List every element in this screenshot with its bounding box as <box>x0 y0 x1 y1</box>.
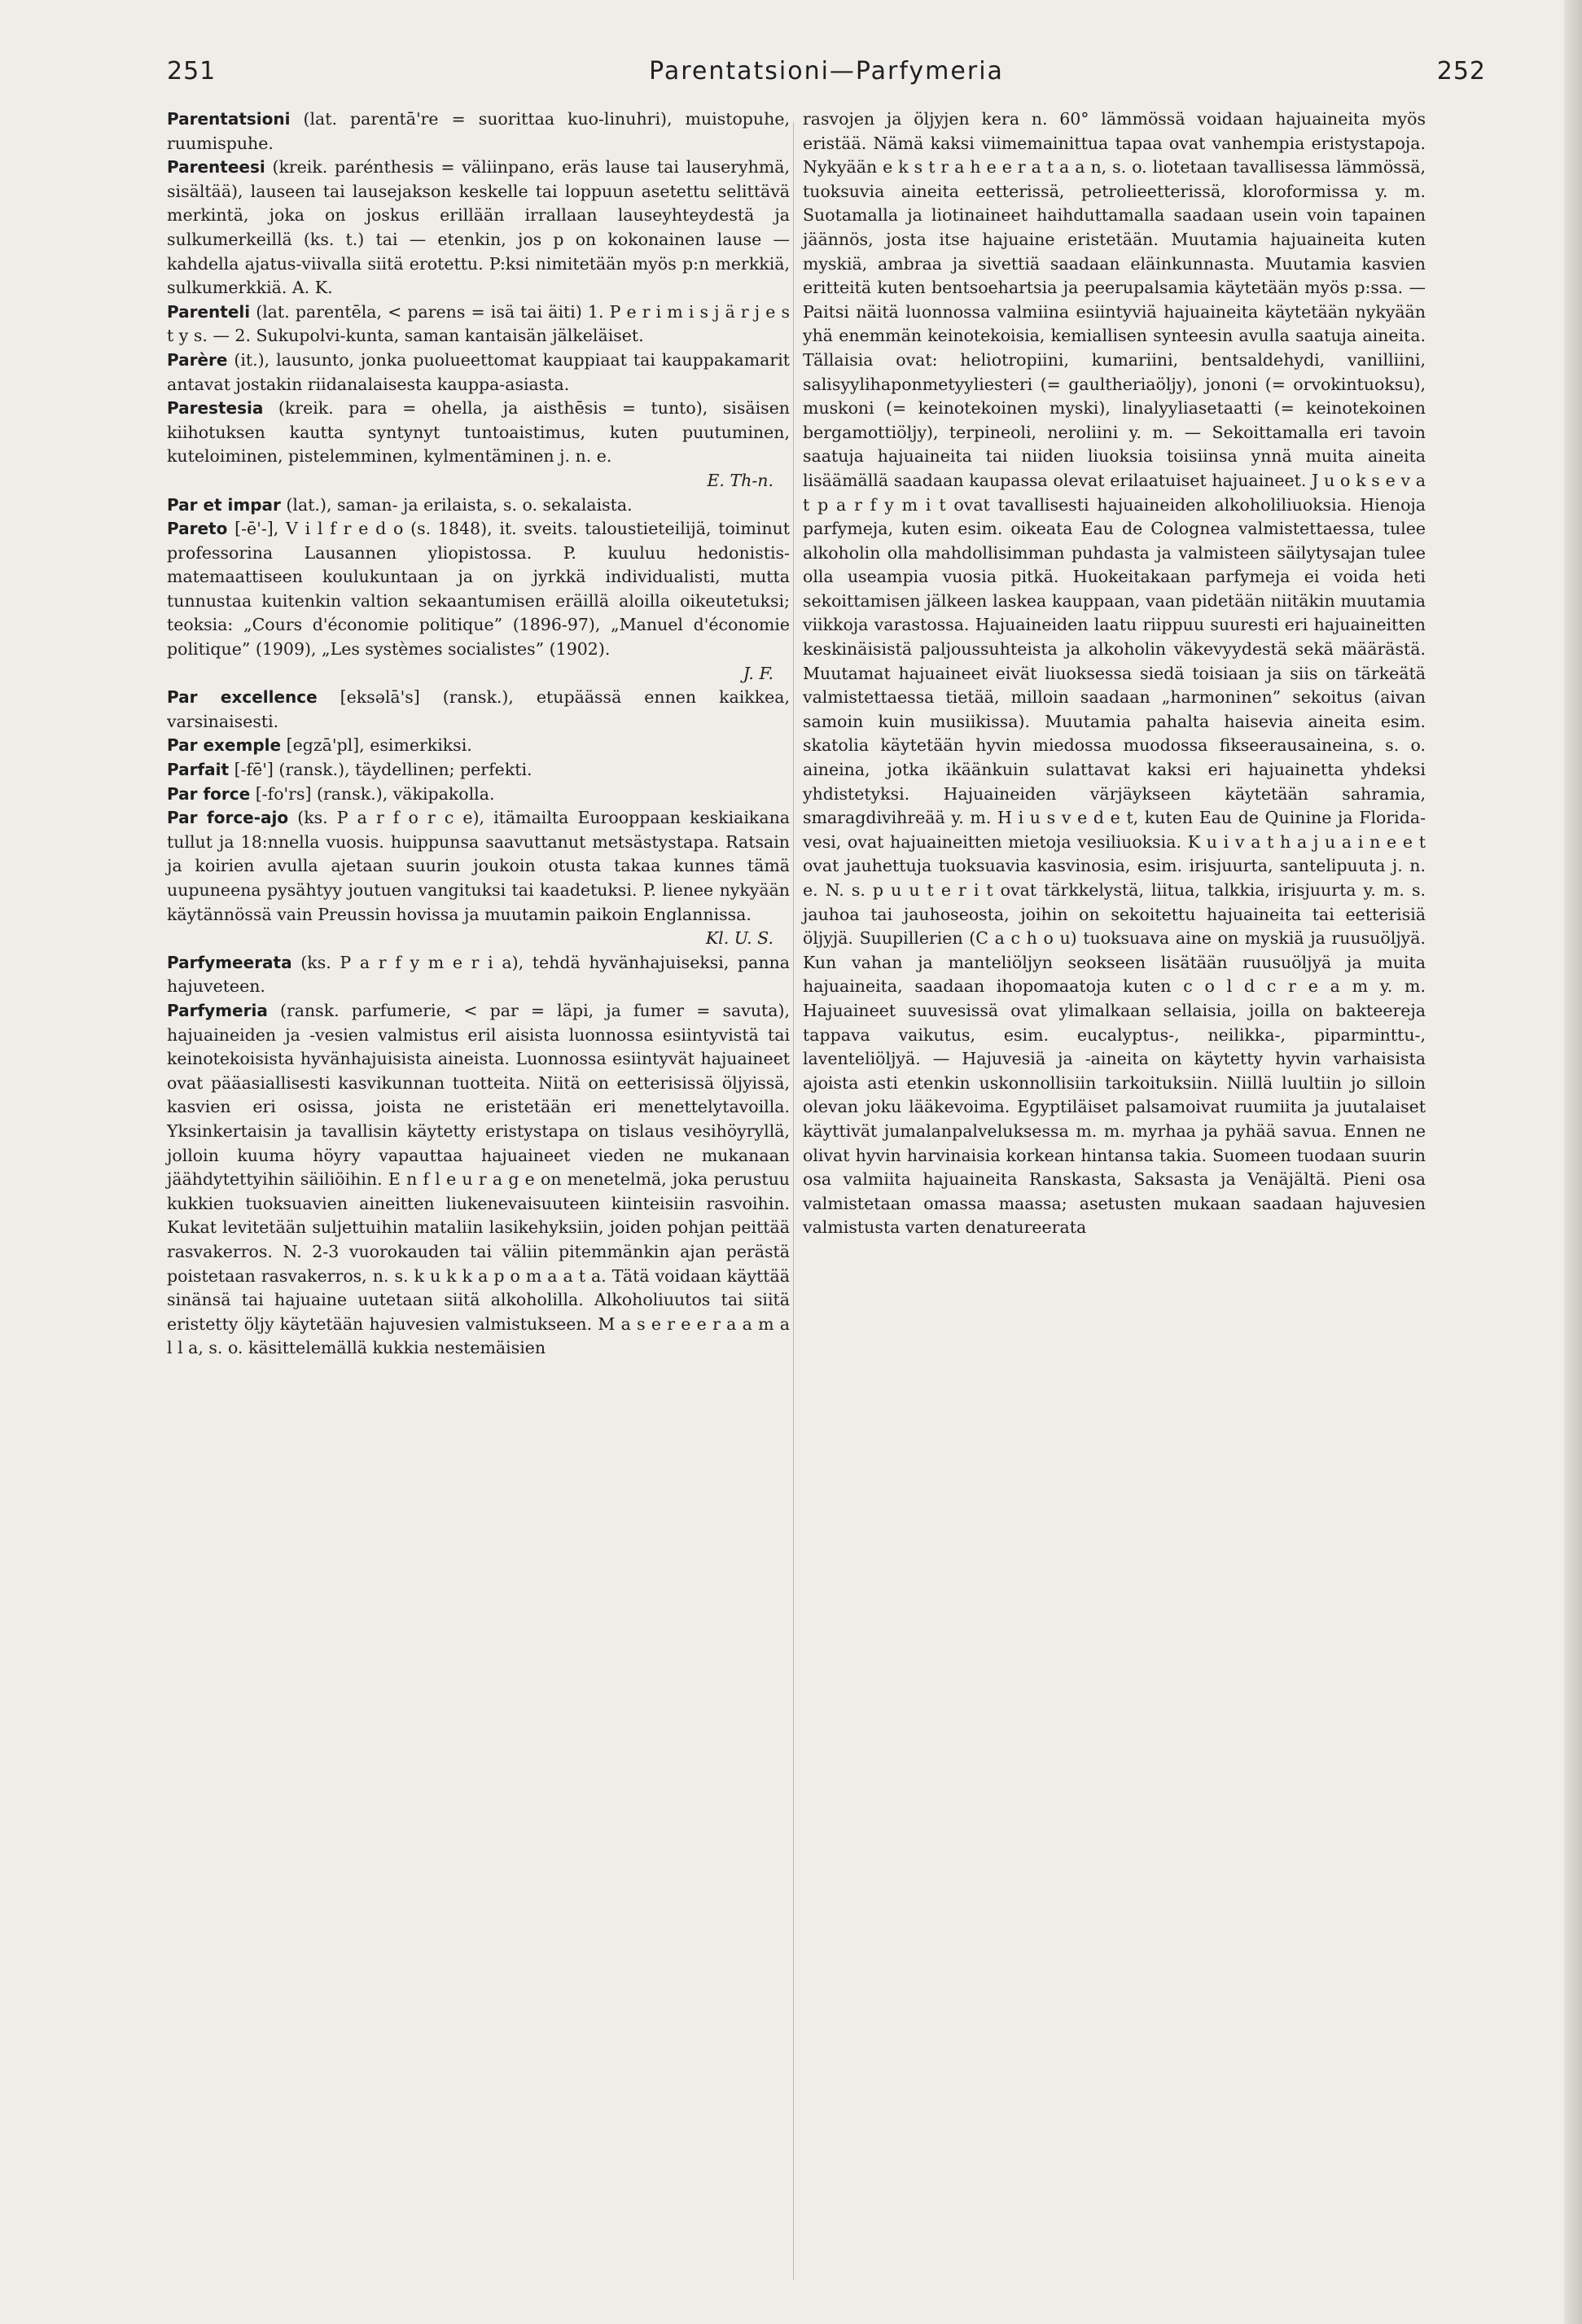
right-column <box>803 107 1426 1240</box>
entry-parenteesi: Parenteesi (kreik. parénthesis = väliinpano, eräs lause tai lauseryhmä, sisältää), lauseen tai lausejakson keskelle tai loppuun asetettu selittävä merkintä, joka on joskus erillään irrallaan lauseyhteydestä ja sulkumerkeillä (ks. t.) tai — etenkin, jos p on kokonainen lause — kahdella ajatus-viivalla siitä erotettu. P:ksi nimitetään myös p:n merkkiä, sulkumerkkiä. A. K. <box>167 157 790 298</box>
entry-parenteli: Parenteli (lat. parentēla, < parens = isä tai äiti) 1. P e r i m i s j ä r j e s t y s. — 2. Sukupolvi-kunta, saman kantaisän jälkeläiset. <box>167 301 790 346</box>
entry-parentatsioni: Parentatsioni (lat. parentā're = suorittaa kuo-linuhri), muistopuhe, ruumispuhe. <box>167 109 790 153</box>
entry-parfait: Parfait [-fē'] (ransk.), täydellinen; perfekti. <box>167 760 532 780</box>
page-number-left: 251 <box>167 57 217 86</box>
entry-par-excellence: Par excellence [eksəlā's] (ransk.), etupäässä ennen kaikkea, varsinaisesti. <box>167 687 790 731</box>
page-number-right: 252 <box>1436 57 1486 86</box>
entry-par-et-impar: Par et impar (lat.), saman- ja erilaista, s. o. sekalaista. <box>167 494 633 515</box>
entry-pareto: Pareto [-ē'-], V i l f r e d o (s. 1848), it. sveits. taloustieteilijä, toiminut professorina Lausannen yliopistossa. P. kuuluu hedonistis-matemaattiseen koulukuntaan ja on jyrkkä individualisti, mutta tunnustaa kuitenkin valtion sekaantumisen eräillä aloilla oikeutetuksi; teoksia: „Cours d'économie politique” (1896-97), „Manuel d'économie politique” (1909), „Les systèmes socialistes” (1902). <box>167 519 790 660</box>
column-divider <box>793 122 794 2280</box>
entry-par-exemple: Par exemple [egzā'pl], esimerkiksi. <box>167 735 472 756</box>
page-edge <box>1564 0 1582 2324</box>
entry-parfymeerata: Parfymeerata (ks. P a r f y m e r i a), tehdä hyvänhajuiseksi, panna hajuveteen. <box>167 952 790 997</box>
page-title: Parentatsioni—Parfymeria <box>649 57 1004 86</box>
parfymeria-continued: rasvojen ja öljyjen kera n. 60° lämmössä voidaan hajuaineita myös eristää. Nämä kaksi viimemainittua tapaa ovat vanhempia eristystapoja. Nykyään e k s t r a h e e r a t a a n, s. o. liotetaan tavallisessa lämmössä, tuoksuvia aineita eetterissä, petrolieetterissä, kloroformissa y. m. Suotamalla ja liotinaineet haihduttamalla saadaan usein voin tapainen jäännös, josta itse hajuaine eristetään. Muutamia hajuaineita kuten myskiä, ambraa ja sivettiä saadaan eläinkunnasta. Muutamia kasvien eritteitä kuten bentsoehartsia ja peerupalsamia käytetään myös p:ssa. — Paitsi näitä luonnossa valmiina esiintyviä hajuaineita käytetään nykyään yhä enemmän keinotekoisia, kemiallisen synteesin avulla saatuja aineita. Tällaisia ovat: heliotropiini, kumariini, bentsaldehydi, vanilliini, salisyylihaponmetyyliesteri (= gaultheriaöljy), jononi (= orvokintuoksu), muskoni (= keinotekoinen myski), linalyyliasetaatti (= keinotekoinen bergamottiöljy), terpineoli, neroliini y. m. — Sekoittamalla eri tavoin saatuja hajuaineita tai niiden liuoksia toisiinsa ynnä muita aineita lisäämällä saadaan kaupassa olevat erilaatuiset hajuaineet. J u o k s e v a t p a r f y m i t ovat tavallisesti hajuaineiden alkoholiliuoksia. Hienoja parfymeja, kuten esim. oikeata Eau de Colognea valmistettaessa, tulee alkoholin olla mahdollisimman puhdasta ja valmisteen säilytysajan tulee olla useampia vuosia pitkä. Huokeitakaan parfymeja ei voida heti sekoittamisen jälkeen laskea kauppaan, vaan pidetään niitäkin muutamia viikkoja varastossa. Hajuaineiden laatu riippuu suuresti eri hajuaineitten keskinäisistä paljoussuhteista ja alkoholin väkevyydestä sekä määrästä. Muutamat hajuaineet eivät liuoksessa siedä toisiaan ja siis on tärkeätä valmistettaessa tietää, milloin saadaan „harmoninen” sekoitus (aivan samoin kuin musiikissa). Muutamia pahalta haisevia aineita esim. skatolia käytetään hyvin miedossa muodossa fikseerausaineina, s. o. aineina, jotka ikäänkuin sulattavat kaksi eri hajuainetta yhdeksi yhdistetyksi. Hajuaineiden värjäykseen käytetään sahramia, smaragdivihreää y. m. H i u s v e d e t, kuten Eau de Quinine ja Florida-vesi, ovat hajuaineitten mietoja vesiliuoksia. K u i v a t h a j u a i n e e t ovat jauhettuja tuoksuavia kasvinosia, esim. irisjuurta, santelipuuta j. n. e. N. s. p u u t e r i t ovat tärkkelystä, liitua, talkkia, irisjuurta y. m. s. jauhoa tai jauhoseosta, joihin on sekoitettu hajuaineita tai eetterisiä öljyjä. Suupillerien (C a c h o u) tuoksuava aine on myskiä ja ruusuöljyä. Kun vahan ja manteliöljyn seokseen lisätään ruusuöljyä ja muita hajuaineita, saadaan ihopomaatoja kuten c o l d c r e a m y. m. Hajuaineet suuvesissä ovat ylimalkaan sellaisia, joilla on bakteereja tappava vaikutus, esim. eucalyptus-, neilikka-, piparminttu-, laventeliöljyä. — Hajuvesiä ja -aineita on käytetty hyvin varhaisista ajoista asti etenkin uskonnollisiin tarkoituksiin. Niillä luultiin jo silloin olevan joku lääkevoima. Egyptiläiset palsamoivat ruumiita ja juutalaiset käyttivät jumalanpalveluksessa m. m. myrhaa ja pyhää savua. Ennen ne olivat hyvin harvinaisia korkean hintansa takia. Suomeen tuodaan suurin osa valmiita hajuaineita Ranskasta, Saksasta ja Venäjältä. Pieni osa valmistetaan omassa maassa; asetusten mukaan saadaan hajuvesien valmistusta varten denatureerata <box>803 109 1426 1238</box>
entry-parere: Parère (it.), lausunto, jonka puolueettomat kauppiaat tai kauppakamarit antavat jostakin riidanalaisesta kauppa-asiasta. <box>167 349 790 394</box>
page-header <box>167 57 1486 93</box>
entry-par-force-ajo: Par force-ajo (ks. P a r f o r c e), itämailta Eurooppaan keskiaikana tullut ja 18:nnella vuosis. huippunsa saavuttanut metsästystapa. Ratsain ja koirien avulla ajetaan suurin joukoin otusta takaa kunnes tämä uupuneena pysähtyy joutuen vangituksi tai kaadetuksi. P. lienee nykyään käytännössä vain Preussin hovissa ja muutamin paikoin Englannissa. <box>167 808 790 924</box>
left-column <box>167 107 790 1361</box>
author-signature: E. Th-n. <box>707 470 773 490</box>
entry-parestesia: Parestesia (kreik. para = ohella, ja aisthēsis = tunto), sisäisen kiihotuksen kautta syntynyt tuntoaistimus, kuten puutuminen, kuteloiminen, pistelemminen, kylmentäminen j. n. e. <box>167 398 790 467</box>
author-signature: J. F. <box>743 663 773 683</box>
entry-par-force: Par force [-fo'rs] (ransk.), väkipakolla. <box>167 783 495 804</box>
author-signature: Kl. U. S. <box>705 928 773 949</box>
entry-parfymeria: Parfymeria (ransk. parfumerie, < par = läpi, ja fumer = savuta), hajuaineiden ja -vesien valmistus eril aisista luonnossa esiintyvistä tai keinotekoisista hyvänhajuisista aineista. Luonnossa esiintyvät hajuaineet ovat pääasiallisesti kasvikunnan tuotteita. Niitä on eetterisissä öljyissä, kasvien eri osissa, joista ne eristetään eri menettelytavoilla. Yksinkertaisin ja tavallisin käytetty eristystapa on tislaus vesihöyryllä, jolloin kuuma höyry vapauttaa hajuaineet vieden ne mukanaan jäähdytettyihin säiliöihin. E n f l e u r a g e on menetelmä, joka perustuu kukkien tuoksuavien aineitten liukenevaisuuteen kiinteisiin rasvoihin. Kukat levitetään suljettuihin mataliin lasikehyksiin, joiden pohjan peittää rasvakerros. N. 2-3 vuorokauden tai väliin pitemmänkin ajan perästä poistetaan rasvakerros, n. s. k u k k a p o m a a t a. Tätä voidaan käyttää sinänsä tai hajuaine uutetaan siitä alkoholilla. Alkoholiuutos tai siitä eristetty öljy käytetään hajuvesien valmistukseen. M a s e r e e r a a m a l l a, s. o. käsittelemällä kukkia nestemäisien <box>167 1000 790 1358</box>
